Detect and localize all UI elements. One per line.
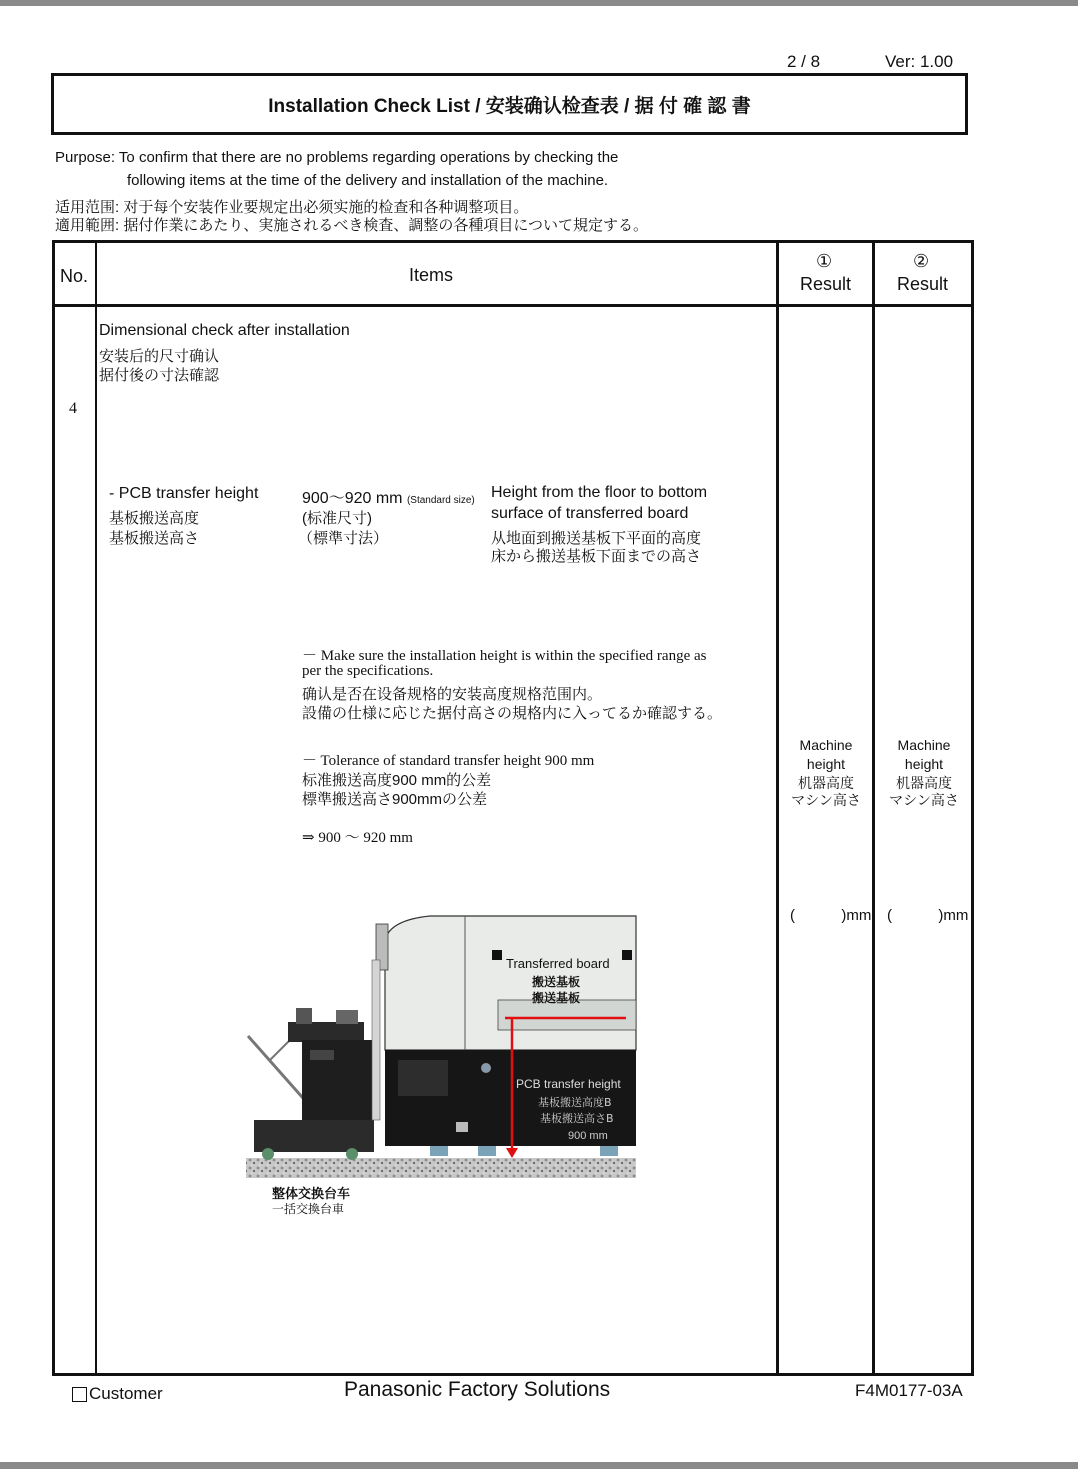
- item-heading-ja: 据付後の寸法確認: [99, 367, 220, 384]
- header-result-1-num: ①: [816, 251, 833, 271]
- note-2-en: － Tolerance of standard transfer height 900 mm: [302, 753, 595, 769]
- customer-checkbox-row[interactable]: [72, 1384, 163, 1404]
- header-result-2-num: ②: [913, 251, 930, 271]
- machine-illustration: [240, 910, 640, 1185]
- header-result-1: Result: [800, 274, 852, 294]
- cart-label-ja: 一括交換台車: [272, 1202, 345, 1216]
- result-1-l4: マシン高さ: [791, 792, 861, 808]
- col-divider-items: [776, 240, 779, 1376]
- result-2-unit: )mm: [938, 907, 969, 924]
- customer-label: Customer: [89, 1384, 163, 1403]
- result-1-unit: )mm: [841, 907, 872, 924]
- result-1-open: (: [790, 907, 795, 924]
- header-no: No.: [60, 266, 89, 286]
- tolerance-range: ⇒ 900 〜 920 mm: [302, 830, 413, 846]
- desc-zh: 从地面到搬送基板下平面的高度: [491, 530, 702, 547]
- standard-zh: (标准尺寸): [302, 510, 372, 527]
- standard-ja: （標準寸法）: [298, 530, 389, 547]
- pcb-label-ja: 基板搬送高さB: [540, 1112, 614, 1125]
- purpose-line-2: following items at the time of the delivery and installation of the machine.: [127, 172, 609, 189]
- page-title: [51, 73, 968, 135]
- standard-size-note: (Standard size): [406, 495, 475, 506]
- note-2-ja: 標準搬送高さ900mmの公差: [302, 791, 488, 808]
- document-code: F4M0177-03A: [855, 1381, 963, 1400]
- col-divider-result: [872, 240, 875, 1376]
- standard-value: [302, 485, 475, 508]
- scan-bottom-border: [0, 1462, 1078, 1469]
- result-1-l2: height: [806, 756, 846, 772]
- col-divider-no: [95, 240, 97, 1376]
- note-1-en-2: per the specifications.: [302, 663, 434, 679]
- desc-ja: 床から搬送基板下面までの高さ: [491, 548, 702, 565]
- result-2-label: [877, 736, 971, 807]
- cart-label-zh: 整体交换台车: [272, 1186, 351, 1201]
- desc-en-1: Height from the floor to bottom: [491, 484, 708, 501]
- result-2-l4: マシン高さ: [889, 792, 959, 808]
- pcb-height-zh: 基板搬送高度: [109, 510, 200, 527]
- note-2-zh: 标准搬送高度900 mm的公差: [302, 772, 492, 789]
- result-2-field[interactable]: [887, 907, 968, 924]
- result-1-l1: Machine: [799, 737, 853, 753]
- floor: [246, 1158, 636, 1178]
- result-2-l1: Machine: [897, 737, 951, 753]
- purpose-zh: 适用范围: 对于每个安装作业要规定出必须实施的检查和各种调整项目。: [55, 199, 529, 216]
- board-label-en: Transferred board: [506, 956, 610, 971]
- item-heading-zh: 安装后的尺寸确认: [99, 348, 220, 365]
- note-1-en-1: － Make sure the installation height is within the specified range as: [302, 648, 707, 664]
- page-title-text: Installation Check List / 安装确认检查表 / 据 付 確 認 書: [268, 95, 751, 117]
- standard-value-text: 900〜920 mm: [302, 490, 403, 507]
- table-bottom-border: [52, 1373, 974, 1376]
- board-label-zh: 搬送基板: [532, 975, 581, 989]
- height-arrow-head: [506, 1148, 518, 1158]
- purpose-ja: 適用範囲: 据付作業にあたり、実施されるべき検査、調整の各種項目について規定する。: [55, 217, 649, 234]
- company-name: Panasonic Factory Solutions: [344, 1378, 611, 1401]
- note-1-ja: 設備の仕様に応じた据付高さの規格内に入ってるか確認する。: [302, 705, 723, 722]
- table-header-border: [52, 304, 974, 307]
- pcb-height-ja: 基板搬送高さ: [109, 530, 200, 547]
- item-heading-en: Dimensional check after installation: [99, 322, 350, 339]
- table-left-border: [52, 240, 55, 1376]
- purpose-line-1: Purpose: To confirm that there are no problems regarding operations by checking the: [55, 149, 619, 166]
- result-2-l2: height: [904, 756, 944, 772]
- table-right-border: [971, 240, 974, 1376]
- customer-checkbox[interactable]: [72, 1387, 87, 1402]
- result-1-label: [780, 736, 872, 807]
- table-top-border: [52, 240, 974, 243]
- pcb-height-en: - PCB transfer height: [109, 485, 259, 502]
- scan-top-border: [0, 0, 1078, 6]
- note-1-zh: 确认是否在设备规格的安装高度规格范围内。: [302, 686, 603, 703]
- exchange-cart: [248, 1008, 374, 1160]
- board-label-ja: 搬送基板: [532, 991, 581, 1005]
- pcb-label-en: PCB transfer height: [516, 1077, 621, 1091]
- result-1-l3: 机器高度: [798, 775, 854, 791]
- pcb-label-zh: 基板搬送高度B: [538, 1096, 612, 1109]
- header-result-2: Result: [897, 274, 949, 294]
- desc-en-2: surface of transferred board: [491, 505, 689, 522]
- page-number: 2 / 8: [787, 52, 821, 71]
- header-items: Items: [409, 265, 454, 285]
- result-2-open: (: [887, 907, 892, 924]
- row-number: 4: [69, 400, 77, 417]
- result-2-l3: 机器高度: [896, 775, 952, 791]
- version-label: Ver: 1.00: [885, 52, 954, 71]
- pcb-label-mm: 900 mm: [568, 1130, 608, 1142]
- result-1-field[interactable]: [790, 907, 871, 924]
